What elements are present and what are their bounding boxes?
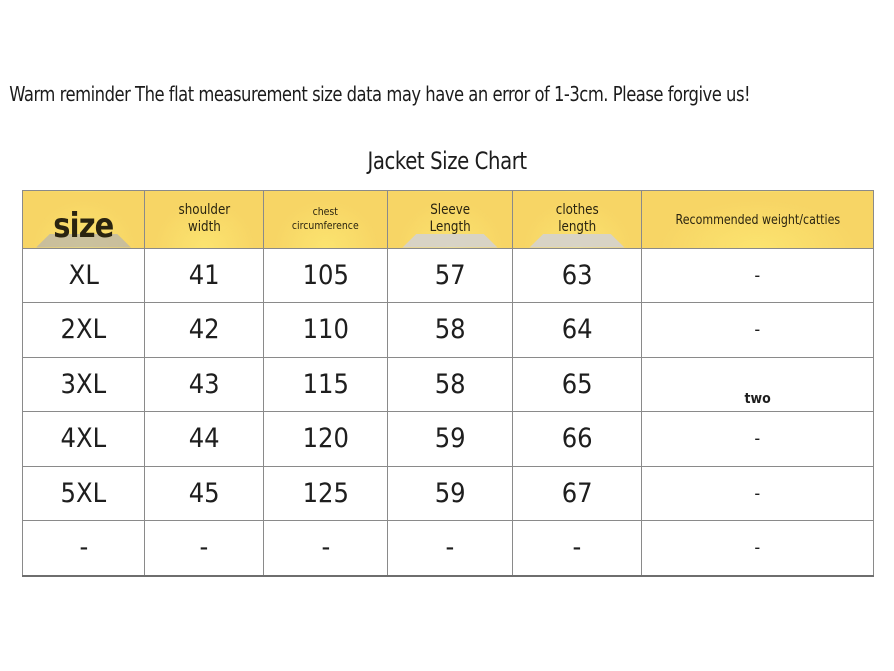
cell-value: 41 <box>188 259 220 291</box>
cell-shoulder <box>145 412 264 467</box>
cell-value: XL <box>68 259 99 291</box>
header-size <box>23 191 145 249</box>
chart-title <box>0 147 894 175</box>
cell-chest <box>264 248 388 303</box>
table-row <box>23 357 874 412</box>
chart-title-text: Jacket Size Chart <box>367 147 527 175</box>
cell-value: - <box>754 319 761 341</box>
cell-chest <box>264 412 388 467</box>
cell-shoulder <box>145 248 264 303</box>
cell-value: 58 <box>434 314 466 346</box>
cell-value: 115 <box>302 368 349 400</box>
cell-weight <box>642 303 874 358</box>
cell-clothes <box>513 248 642 303</box>
header-clothes-line2: length <box>558 219 596 236</box>
table-row <box>23 521 874 576</box>
cell-sleeve <box>388 466 513 521</box>
cell-weight <box>642 521 874 576</box>
cell-chest <box>264 521 388 576</box>
cell-chest <box>264 303 388 358</box>
cell-value: two <box>744 391 771 407</box>
cell-sleeve <box>388 303 513 358</box>
cell-value: - <box>754 264 761 286</box>
header-chest-label <box>292 205 359 233</box>
header-recommended-weight <box>642 191 874 249</box>
cell-value: 2XL <box>60 314 107 346</box>
header-shoulder-line2: width <box>187 219 221 236</box>
header-chest-line1: chest <box>312 205 339 219</box>
cell-value: - <box>572 532 582 564</box>
cell-chest <box>264 466 388 521</box>
measurement-reminder: Warm reminder The flat measurement size data may have an error of 1-3cm. Please forgive us! <box>9 82 751 106</box>
cell-value: 110 <box>302 314 349 346</box>
cell-clothes <box>513 466 642 521</box>
cell-weight <box>642 466 874 521</box>
header-clothes-length <box>513 191 642 249</box>
cell-size <box>23 466 145 521</box>
cell-value: 64 <box>561 314 593 346</box>
cell-weight <box>642 412 874 467</box>
cell-value: 57 <box>434 259 466 291</box>
cell-value: 63 <box>561 259 593 291</box>
cell-value: 3XL <box>60 368 107 400</box>
cell-value: - <box>754 428 761 450</box>
header-chest-line2: circumference <box>292 219 359 233</box>
cell-sleeve <box>388 248 513 303</box>
cell-sleeve <box>388 412 513 467</box>
cell-value: 4XL <box>60 423 107 455</box>
cell-shoulder <box>145 521 264 576</box>
header-weight-label: Recommended weight/catties <box>675 213 840 229</box>
header-row <box>23 191 874 249</box>
header-shoulder-width <box>145 191 264 249</box>
cell-value: 42 <box>188 314 220 346</box>
cell-value: - <box>445 532 455 564</box>
header-size-label: size <box>53 206 114 246</box>
cell-weight <box>642 357 874 412</box>
header-chest-circumference <box>264 191 388 249</box>
cell-chest <box>264 357 388 412</box>
cell-clothes <box>513 412 642 467</box>
cell-shoulder <box>145 357 264 412</box>
cell-sleeve <box>388 521 513 576</box>
cell-value: 43 <box>188 368 220 400</box>
cell-value: 44 <box>188 423 220 455</box>
header-sleeve-length <box>388 191 513 249</box>
cell-value: - <box>199 532 209 564</box>
cell-value: - <box>754 482 761 504</box>
header-sleeve-label <box>429 202 470 237</box>
size-table <box>22 190 874 577</box>
cell-value: 120 <box>302 423 349 455</box>
cell-shoulder <box>145 303 264 358</box>
cell-shoulder <box>145 466 264 521</box>
table-row <box>23 303 874 358</box>
cell-value: - <box>321 532 330 564</box>
header-clothes-label <box>556 202 599 237</box>
cell-size <box>23 521 145 576</box>
cell-size <box>23 248 145 303</box>
header-clothes-line1: clothes <box>555 201 599 218</box>
cell-value: 45 <box>188 477 220 509</box>
header-sleeve-line1: Sleeve <box>430 201 470 218</box>
cell-weight <box>642 248 874 303</box>
table-row <box>23 412 874 467</box>
header-sleeve-line2: Length <box>429 219 471 236</box>
cell-value: 58 <box>434 368 466 400</box>
cell-value: - <box>79 532 88 564</box>
cell-value: 59 <box>434 423 466 455</box>
table-row <box>23 466 874 521</box>
cell-clothes <box>513 303 642 358</box>
cell-value: 105 <box>302 259 349 291</box>
header-shoulder-label <box>178 202 230 237</box>
header-shoulder-line1: shoulder <box>178 201 230 218</box>
cell-size <box>23 303 145 358</box>
cell-clothes <box>513 521 642 576</box>
cell-size <box>23 357 145 412</box>
cell-value: 66 <box>561 423 593 455</box>
cell-value: 67 <box>561 477 593 509</box>
cell-value: 65 <box>561 368 593 400</box>
cell-sleeve <box>388 357 513 412</box>
cell-clothes <box>513 357 642 412</box>
cell-value: 125 <box>302 477 349 509</box>
cell-size <box>23 412 145 467</box>
table-row <box>23 248 874 303</box>
cell-value: 59 <box>434 477 466 509</box>
cell-value: 5XL <box>60 477 107 509</box>
cell-value: - <box>754 537 761 559</box>
